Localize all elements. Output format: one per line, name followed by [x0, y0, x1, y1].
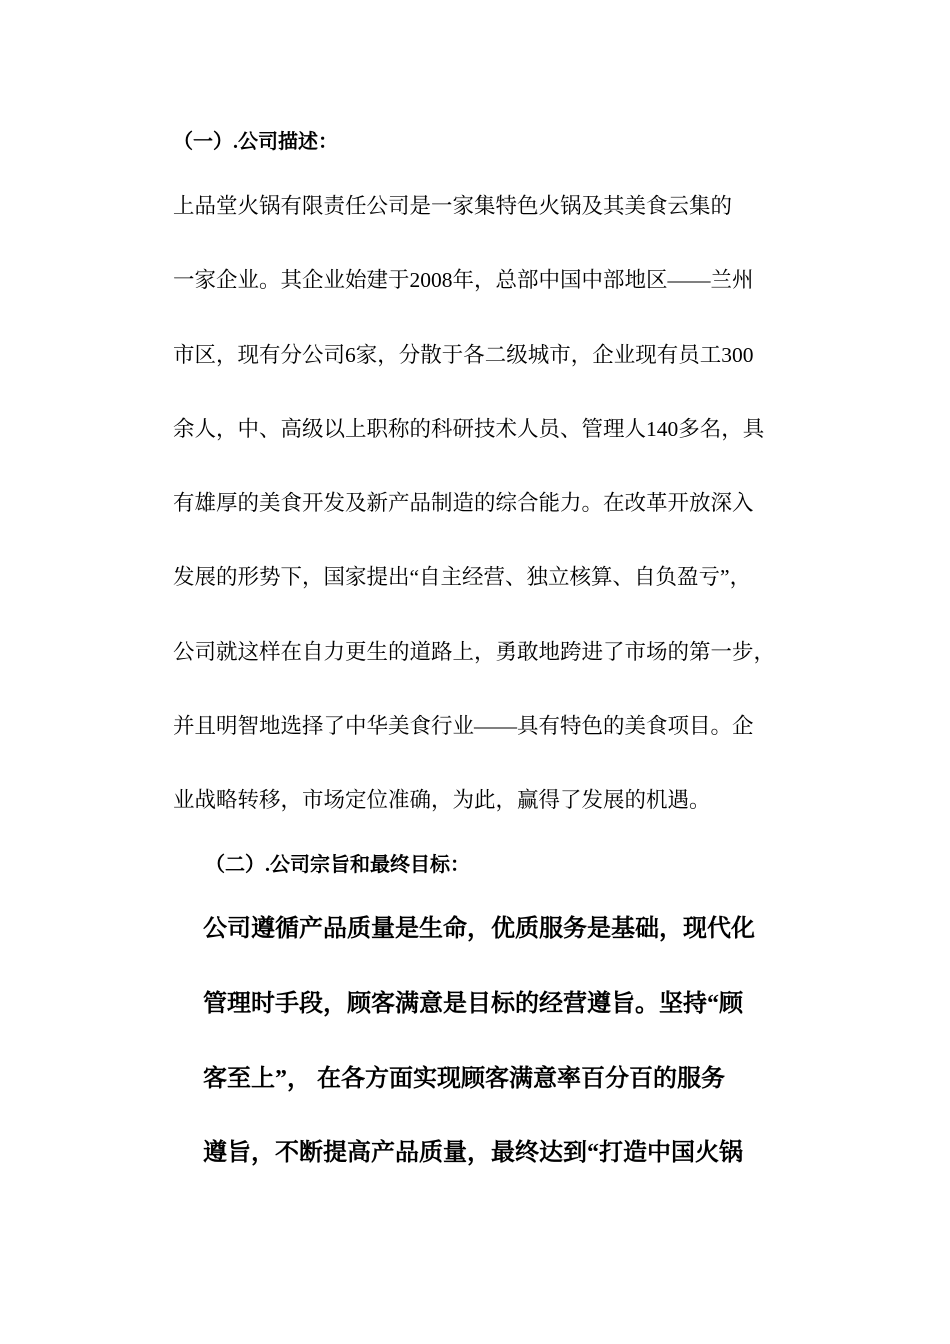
- paragraph-line: 业战略转移，市场定位准确，为此，赢得了发展的机遇。: [173, 788, 711, 812]
- paragraph-line: 并且明智地选择了中华美食行业——具有特色的美食项目。企: [173, 714, 754, 738]
- paragraph-line: 公司遵循产品质量是生命，优质服务是基础，现代化: [203, 916, 755, 942]
- paragraph-line: 客至上”， 在各方面实现顾客满意率百分百的服务: [203, 1066, 725, 1092]
- paragraph-line: 管理时手段，顾客满意是目标的经营遵旨。坚持“顾: [203, 991, 743, 1017]
- section-heading: （二）.公司宗旨和最终目标：: [205, 854, 470, 876]
- paragraph-line: 遵旨，不断提高产品质量，最终达到“打造中国火锅: [203, 1140, 743, 1166]
- section-heading: （一）.公司描述：: [173, 131, 338, 153]
- paragraph-line: 余人，中、高级以上职称的科研技术人员、管理人140多名，具: [173, 417, 765, 441]
- paragraph-line: 发展的形势下，国家提出“自主经营、独立核算、自负盈亏”，: [173, 565, 752, 589]
- paragraph-line: 公司就这样在自力更生的道路上，勇敢地跨进了市场的第一步，: [173, 640, 776, 664]
- paragraph-line: 上品堂火锅有限责任公司是一家集特色火锅及其美食云集的: [173, 194, 733, 218]
- paragraph-line: 市区，现有分公司6家，分散于各二级城市，企业现有员工300: [173, 343, 754, 367]
- paragraph-line: 一家企业。其企业始建于2008年，总部中国中部地区——兰州: [173, 268, 754, 292]
- paragraph-line: 有雄厚的美食开发及新产品制造的综合能力。在改革开放深入: [173, 491, 754, 515]
